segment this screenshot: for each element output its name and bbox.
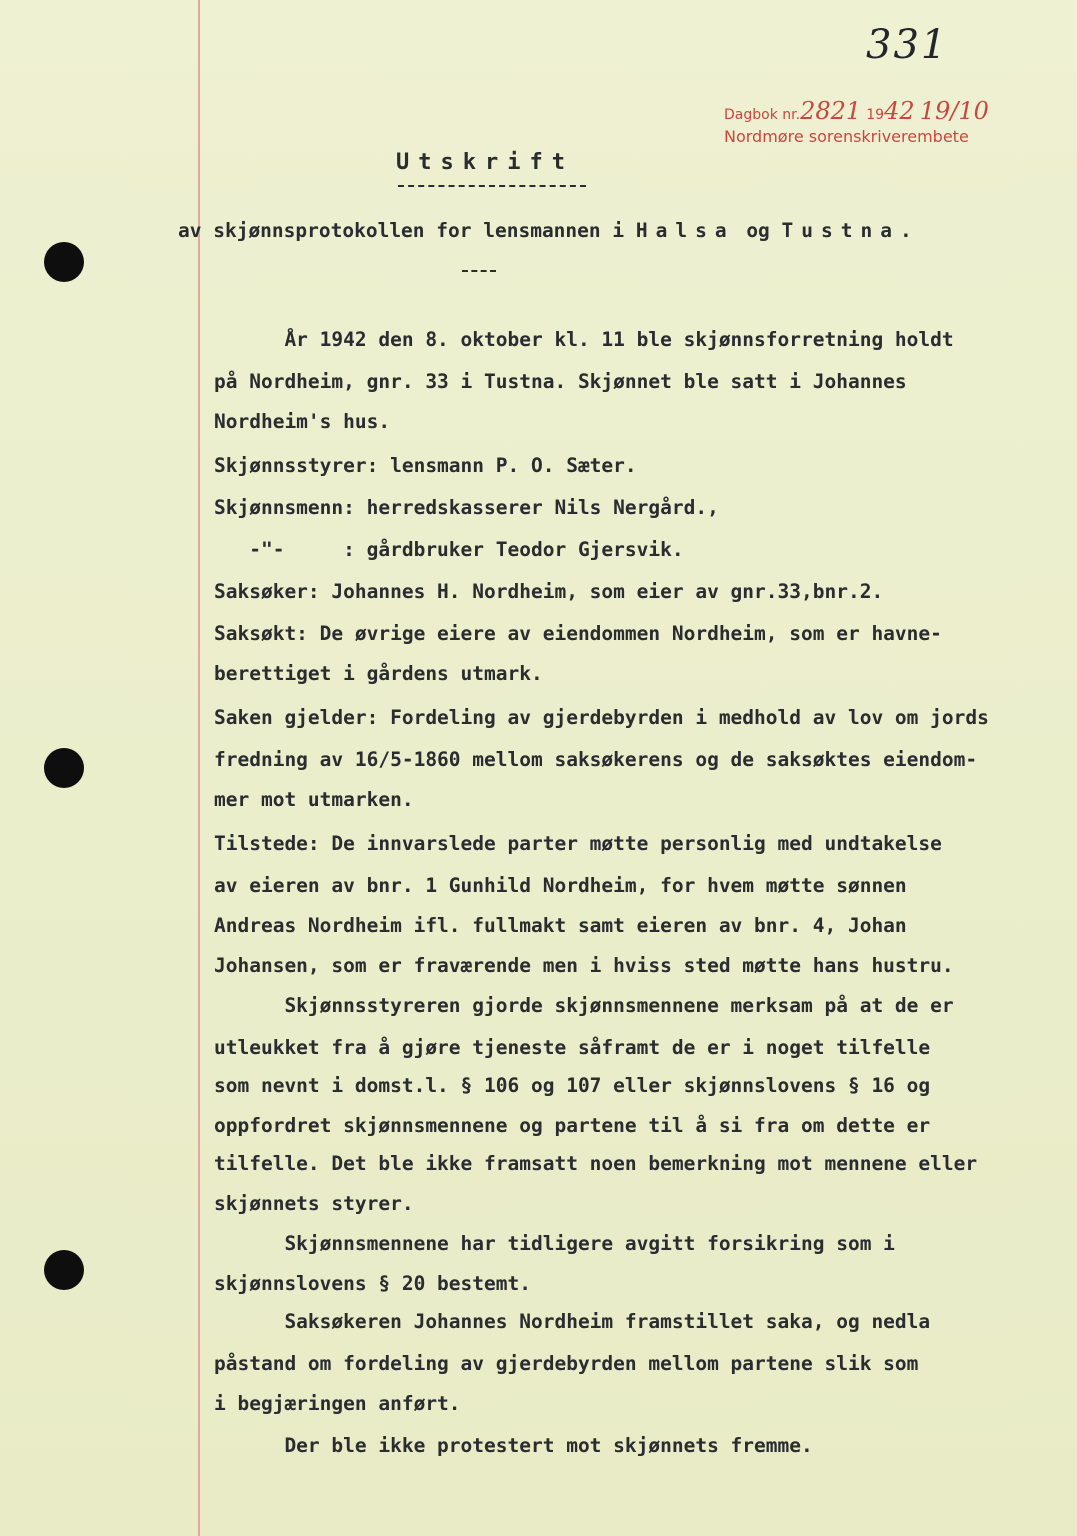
stamp-date: 19/10: [919, 97, 989, 125]
text-line: Saksøkt: De øvrige eiere av eiendommen Nordheim, som er havne-: [214, 622, 942, 645]
subheading: [178, 219, 912, 242]
text-line: av eieren av bnr. 1 Gunhild Nordheim, for hvem møtte sønnen: [214, 874, 907, 897]
document-heading: Utskrift: [396, 150, 574, 175]
text-line: berettiget i gårdens utmark.: [214, 662, 543, 685]
subheading-text: av skjønnsprotokollen for lensmannen i: [178, 219, 636, 242]
text-line: som nevnt i domst.l. § 106 og 107 eller skjønnslovens § 16 og: [214, 1074, 931, 1097]
text-line: på Nordheim, gnr. 33 i Tustna. Skjønnet ble satt i Johannes: [214, 370, 907, 393]
text-line: Nordheim's hus.: [214, 410, 391, 433]
stamp-dagbok-label: Dagbok nr.: [724, 107, 801, 123]
stamp-dagbok-number: 2821: [800, 97, 862, 125]
text-line: Skjønnsmenn: herredskasserer Nils Nergård.,: [214, 496, 719, 519]
text-line: Tilstede: De innvarslede parter møtte personlig med undtakelse: [214, 832, 942, 855]
text-line: Andreas Nordheim ifl. fullmakt samt eieren av bnr. 4, Johan: [214, 914, 907, 937]
text-line: utleukket fra å gjøre tjeneste såframt de er i noget tilfelle: [214, 1036, 931, 1059]
place-halsa: Halsa: [635, 219, 735, 242]
text-line: påstand om fordeling av gjerdebyrden mellom partene slik som: [214, 1352, 919, 1375]
text-line: Skjønnsmennene har tidligere avgitt forsikring som i: [214, 1232, 895, 1255]
punch-hole: [44, 242, 84, 282]
text-line: mer mot utmarken.: [214, 788, 414, 811]
heading-underline: [398, 185, 586, 187]
text-line: Johansen, som er fraværende men i hviss sted møtte hans hustru.: [214, 954, 954, 977]
text-line: -"- : gårdbruker Teodor Gjersvik.: [214, 538, 684, 561]
stamp-office: Nordmøre sorenskriverembete: [724, 127, 969, 146]
text-line: i begjæringen anført.: [214, 1392, 461, 1415]
text-line: skjønnslovens § 20 bestemt.: [214, 1272, 531, 1295]
text-line: År 1942 den 8. oktober kl. 11 ble skjønnsforretning holdt: [214, 328, 954, 351]
stamp-year-suffix: 42: [884, 97, 915, 125]
place-tustna: Tustna: [781, 219, 900, 242]
text-line: Skjønnsstyrer: lensmann P. O. Sæter.: [214, 454, 637, 477]
subheading-og: og: [734, 219, 782, 242]
text-line: Saksøker: Johannes H. Nordheim, som eier av gnr.33,bnr.2.: [214, 580, 884, 603]
stamp-year-prefix: 19: [866, 107, 885, 123]
punch-hole: [44, 748, 84, 788]
text-line: Saksøkeren Johannes Nordheim framstillet saka, og nedla: [214, 1310, 931, 1333]
text-line: oppfordret skjønnsmennene og partene til å si fra om dette er: [214, 1114, 931, 1137]
folio-number: 331: [866, 22, 949, 68]
text-line: fredning av 16/5-1860 mellom saksøkerens og de saksøktes eiendom-: [214, 748, 978, 771]
punch-hole: [44, 1250, 84, 1290]
text-line: tilfelle. Det ble ikke framsatt noen bemerkning mot mennene eller: [214, 1152, 978, 1175]
registry-stamp: [724, 97, 989, 148]
section-divider: [462, 270, 496, 272]
text-line: Skjønnsstyreren gjorde skjønnsmennene merksam på at de er: [214, 994, 954, 1017]
text-line: Der ble ikke protestert mot skjønnets fremme.: [214, 1434, 813, 1457]
subheading-end: .: [900, 219, 912, 242]
text-line: Saken gjelder: Fordeling av gjerdebyrden i medhold av lov om jords: [214, 706, 989, 729]
text-line: skjønnets styrer.: [214, 1192, 414, 1215]
